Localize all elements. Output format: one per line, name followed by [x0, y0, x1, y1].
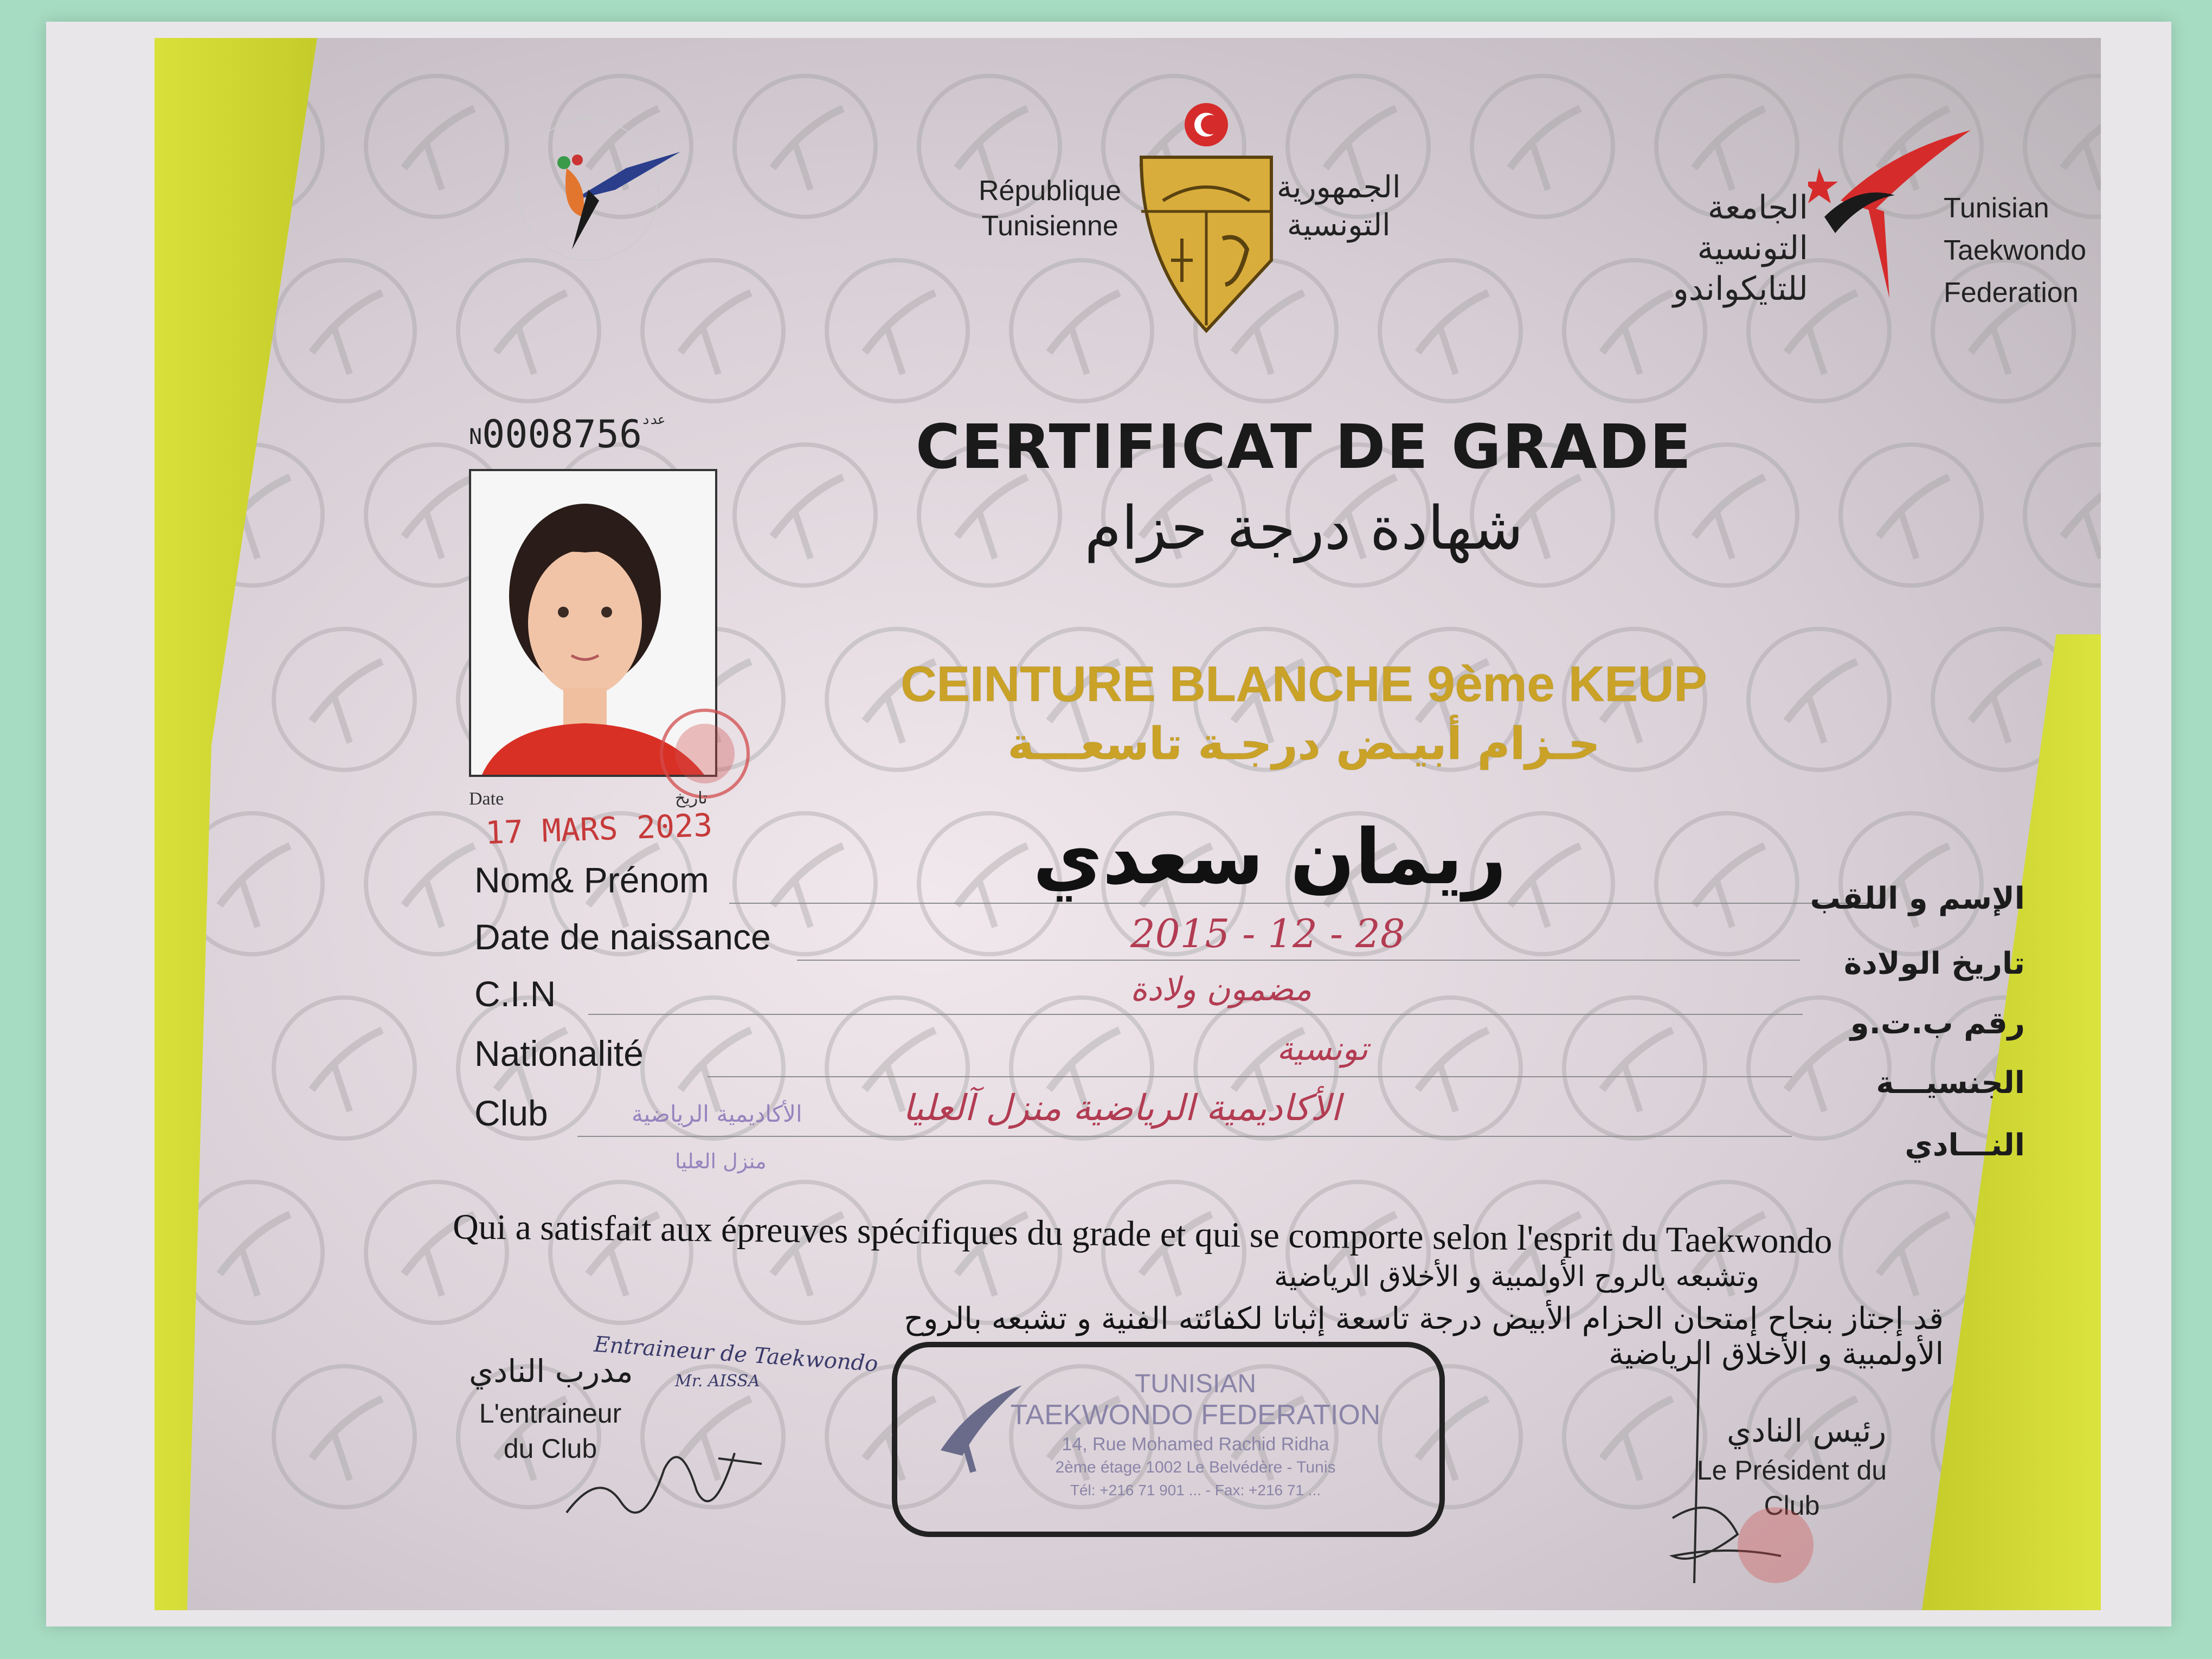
field-label-cin-ar: رقم ب.ت.و: [1850, 1006, 2025, 1041]
field-line-nationality: [708, 1076, 1792, 1077]
watermark-emblem: [1380, 260, 1521, 401]
stamp-line3: 14, Rue Mohamed Rachid Ridha: [1062, 1434, 1329, 1455]
watermark-emblem: [735, 76, 876, 217]
watermark-emblem: [550, 1182, 691, 1323]
photo-date-label-ar: تاريخ: [675, 789, 708, 808]
statement-ar-line1: وتشبعه بالروح الأولمبية و الأخلاق الرياضية: [1274, 1261, 1759, 1293]
watermark-emblem: [2025, 445, 2101, 586]
watermark-emblem: [274, 1366, 415, 1507]
paper-sheet: [46, 22, 2171, 1626]
serial-prefix: N: [469, 424, 483, 449]
federation-name-en: [1944, 187, 2086, 314]
coach-title-fr-line1: L'entraineur: [479, 1398, 622, 1429]
stamp-line2: TAEKWONDO FEDERATION: [1010, 1399, 1381, 1431]
federation-en-line1: Tunisian: [1944, 192, 2049, 224]
stamp-line1: TUNISIAN: [1134, 1369, 1256, 1398]
watermark-emblem: [1380, 998, 1521, 1139]
field-label-nationality: Nationalité: [474, 1033, 644, 1073]
field-line-cin: [588, 1014, 1803, 1015]
coach-title-fr-line2: du Club: [503, 1433, 597, 1464]
club-stamp-line1: الأكاديمية الرياضية: [632, 1101, 802, 1127]
coach-stamp-line1: Entraineur de Taekwondo: [593, 1332, 879, 1377]
field-label-birthdate-ar: تاريخ الولادة: [1843, 946, 2025, 981]
republic-fr-line2: Tunisienne: [981, 210, 1118, 242]
stamp-line4: 2ème étage 1002 Le Belvédère - Tunis: [1055, 1458, 1336, 1476]
federation-stamp-box: [892, 1342, 1445, 1537]
field-label-birthdate: Date de naissance: [474, 917, 771, 957]
president-signature: [1662, 1328, 1868, 1599]
republic-ar-line1: الجمهورية: [1277, 170, 1401, 204]
serial-value: 0008756: [482, 412, 642, 456]
federation-en-line2: Taekwondo: [1944, 235, 2087, 266]
federation-ar-line2: التونسية: [1697, 230, 1808, 266]
watermark-emblem: [366, 1182, 507, 1323]
federation-name-ar: [1559, 187, 1808, 309]
watermark-emblem: [735, 445, 876, 586]
president-title-ar: رئيس النادي: [1727, 1412, 1887, 1449]
watermark-emblem: [274, 629, 415, 770]
watermark-emblem: [1841, 445, 1982, 586]
field-value-birthdate: 2015 - 12 - 28: [1130, 911, 1405, 956]
federation-ar-line1: الجامعة: [1707, 189, 1808, 226]
photo-date-label: Date: [469, 789, 504, 809]
republic-ar-line2: التونسية: [1287, 208, 1391, 242]
certificate: [155, 38, 2101, 1610]
coat-of-arms-emblem: [1130, 98, 1282, 336]
certificate-title-ar: شهادة درجة حزام: [1084, 493, 1523, 563]
serial-label-ar: عدد: [642, 412, 666, 427]
field-label-name: Nom& Prénom: [474, 860, 709, 900]
watermark-emblem: [827, 260, 968, 401]
president-title-fr-line2: Club: [1764, 1490, 1820, 1521]
federation-en-line3: Federation: [1944, 277, 2079, 308]
certificate-title-fr: CERTIFICAT DE GRADE: [915, 412, 1693, 483]
coach-title-ar: مدرب النادي: [469, 1353, 633, 1390]
world-taekwondo-logo: [507, 108, 686, 287]
republic-name-fr: [979, 173, 1121, 244]
field-value-cin: مضمون ولادة: [1130, 970, 1312, 1008]
coach-signature: [556, 1404, 783, 1540]
watermark-emblem: [366, 76, 507, 217]
field-label-club: Club: [474, 1093, 548, 1133]
republic-fr-line1: République: [979, 175, 1122, 207]
belt-grade-fr: CEINTURE BLANCHE 9ème KEUP: [901, 657, 1707, 712]
field-line-club: [577, 1136, 1792, 1137]
watermark-emblem: [274, 998, 415, 1139]
serial-number: [469, 412, 665, 456]
watermark-emblem: [274, 260, 415, 401]
field-label-nationality-ar: الجنسيـــة: [1876, 1065, 2025, 1101]
field-line-birthdate: [797, 960, 1800, 961]
federation-ar-line3: للتايكواندو: [1673, 271, 1808, 307]
statement-ar-line2: قد إجتاز بنجاح إمتحان الحزام الأبيض درجة تاسعة إثباتا لكفائته الفنية و تشبعه بالروح الأولمبية و الأخلاق الرياضية: [904, 1301, 1944, 1372]
field-value-club: الأكاديمية الرياضية منزل آلعليا: [903, 1087, 1341, 1129]
field-label-cin: C.I.N: [474, 974, 556, 1014]
issue-date-stamp: 17 MARS 2023: [484, 806, 713, 852]
republic-name-ar: [1277, 168, 1401, 244]
field-value-name: ريمان سعدي: [1033, 813, 1507, 902]
president-title-fr-line1: Le Président du: [1696, 1455, 1887, 1486]
stamp-line5: Tél: +216 71 901 ... - Fax: +216 71 ...: [1070, 1482, 1321, 1499]
watermark-emblem: [1564, 998, 1705, 1139]
belt-grade-ar: حـزام أبيـض درجـة تاسعـــة: [1007, 718, 1600, 770]
field-label-name-ar: الإسم و اللقب: [1810, 881, 2025, 916]
watermark-emblem: [182, 1182, 323, 1323]
statement-fr: Qui a satisfait aux épreuves spécifiques du grade et qui se comporte selon l'esprit du Taekwondo: [452, 1207, 1832, 1261]
coach-stamp-line2: Mr. AISSA: [675, 1372, 760, 1391]
club-stamp-line2: منزل العليا: [675, 1149, 767, 1173]
field-value-nationality: تونسية: [1277, 1030, 1368, 1068]
field-label-club-ar: النـــادي: [1905, 1128, 2025, 1163]
field-line-name: [729, 903, 1868, 904]
